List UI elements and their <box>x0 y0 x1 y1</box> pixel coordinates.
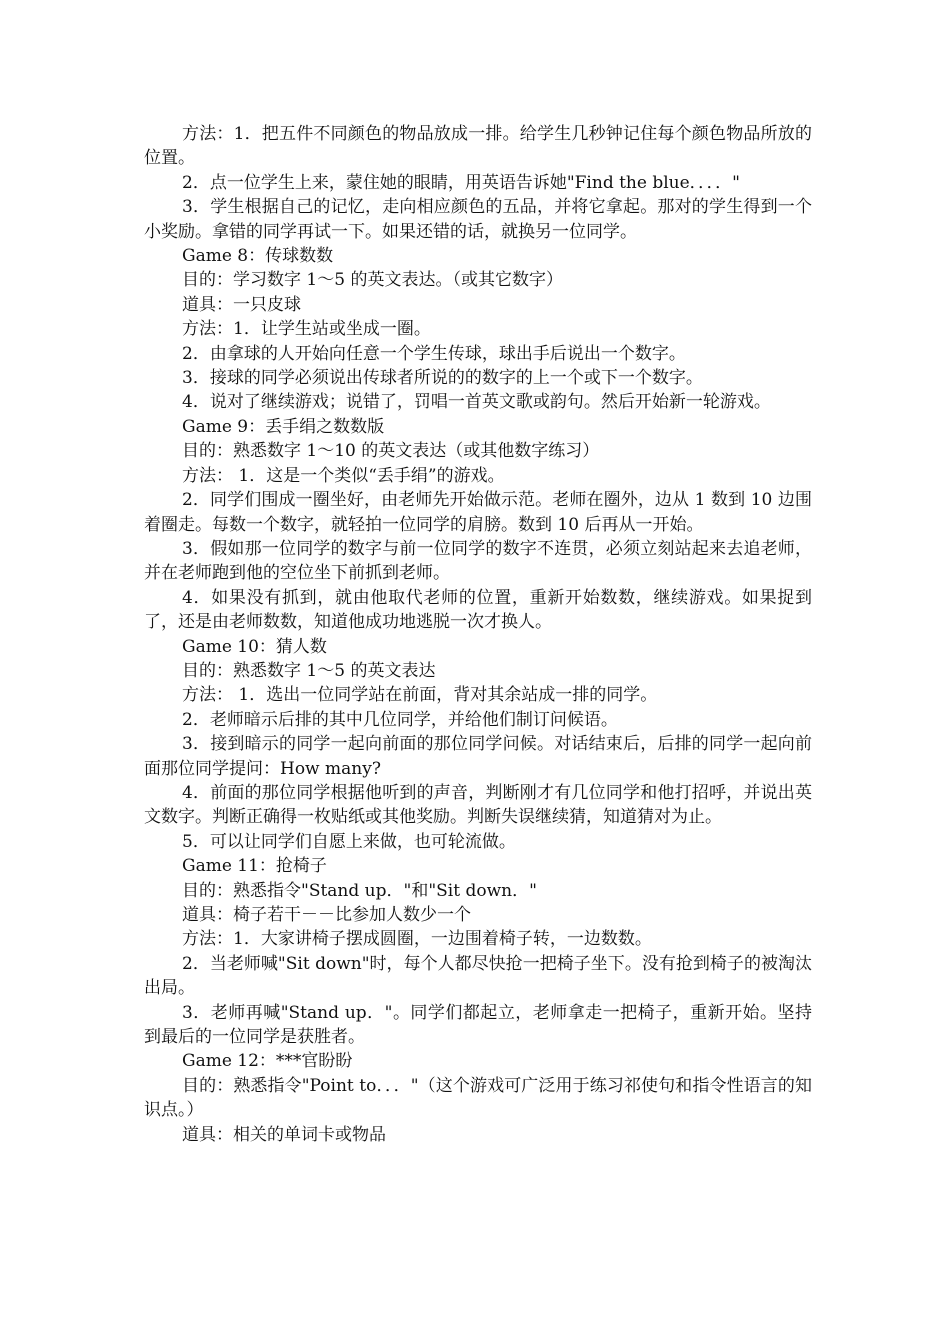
game10-method-step2: 2．老师暗示后排的其中几位同学，并给他们制订问候语。 <box>182 709 618 730</box>
game10-method-step3: 3．接到暗示的同学一起向前面的那位同学问候。对话结束后，后排的同学一起向前面那位同学提问：How many? <box>144 734 812 779</box>
game11-method-step3: 3．老师再喊"Stand up．"。同学们都起立，老师拿走一把椅子，重新开始。坚持到最后的一位同学是获胜者。 <box>144 1002 812 1048</box>
game10-method-step4: 4．前面的那位同学根据他听到的声音，判断刚才有几位同学和他打招呼，并说出英文数字。判断正确得一枚贴纸或其他奖励。判断失误继续猜，知道猜对为止。 <box>144 782 812 828</box>
game12-props: 道具：相关的单词卡或物品 <box>182 1124 386 1145</box>
game12-purpose: 目的：熟悉指令"Point to．．．"（这个游戏可广泛用于练习祁使句和指令性语言的知识点。） <box>144 1075 812 1121</box>
game7-method-step1: 方法：1．把五件不同颜色的物品放成一排。给学生几秒钟记住每个颜色物品所放的位置。 <box>144 124 812 169</box>
game10-purpose: 目的：熟悉数字 1～5 的英文表达 <box>182 660 436 681</box>
game9-method-step4: 4．如果没有抓到，就由他取代老师的位置，重新开始数数，继续游戏。如果捉到了，还是由老师数数，知道他成功地逃脱一次才换人。 <box>144 587 812 633</box>
game11-method-step1: 方法：1．大家讲椅子摆成圆圈，一边围着椅子转，一边数数。 <box>182 929 652 950</box>
game11-purpose: 目的：熟悉指令"Stand up．"和"Sit down．" <box>182 880 537 901</box>
game7-method-step3: 3．学生根据自己的记忆，走向相应颜色的五品，并将它拿起。那对的学生得到一个小奖励。拿错的同学再试一下。如果还错的话，就换另一位同学。 <box>144 197 812 242</box>
game8-purpose: 目的：学习数字 1～5 的英文表达。（或其它数字） <box>182 270 563 291</box>
game9-method-step2: 2．同学们围成一圈坐好，由老师先开始做示范。老师在圈外，边从 1 数到 10 边围着圈走。每数一个数字，就轻拍一位同学的肩膀。数到 10 后再从一开始。 <box>144 490 812 535</box>
game8-props: 道具：一只皮球 <box>182 294 301 315</box>
game9-title: Game 9：丢手绢之数数版 <box>182 416 385 437</box>
document-body <box>144 122 812 1147</box>
game9-purpose: 目的：熟悉数字 1～10 的英文表达（或其他数字练习） <box>182 441 600 462</box>
game8-title: Game 8：传球数数 <box>182 246 334 267</box>
game12-title: Game 12：***官盼盼 <box>182 1051 353 1072</box>
game11-title: Game 11：抢椅子 <box>182 856 327 877</box>
game9-method-step3: 3．假如那一位同学的数字与前一位同学的数字不连贯，必须立刻站起来去追老师，并在老师跑到他的空位坐下前抓到老师。 <box>144 538 812 584</box>
game10-method-step1: 方法： 1．选出一位同学站在前面，背对其余站成一排的同学。 <box>182 685 658 706</box>
game10-title: Game 10：猜人数 <box>182 636 327 657</box>
game9-method-step1: 方法： 1．这是一个类似“丢手绢”的游戏。 <box>182 465 505 486</box>
game11-props: 道具：椅子若干－－比参加人数少一个 <box>182 905 471 925</box>
game7-method-step2: 2．点一位学生上来，蒙住她的眼睛，用英语告诉她"Find the blue．．．．" <box>182 172 740 193</box>
game8-method-step3: 3．接球的同学必须说出传球者所说的的数字的上一个或下一个数字。 <box>182 368 703 389</box>
game8-method-step2: 2．由拿球的人开始向任意一个学生传球，球出手后说出一个数字。 <box>182 343 686 364</box>
game8-method-step1: 方法：1．让学生站或坐成一圈。 <box>182 319 431 340</box>
game10-method-step5: 5．可以让同学们自愿上来做，也可轮流做。 <box>182 831 516 852</box>
game8-method-step4: 4．说对了继续游戏；说错了，罚唱一首英文歌或韵句。然后开始新一轮游戏。 <box>182 392 771 413</box>
game11-method-step2: 2．当老师喊"Sit down"时，每个人都尽快抢一把椅子坐下。没有抢到椅子的被淘汰出局。 <box>144 953 812 999</box>
